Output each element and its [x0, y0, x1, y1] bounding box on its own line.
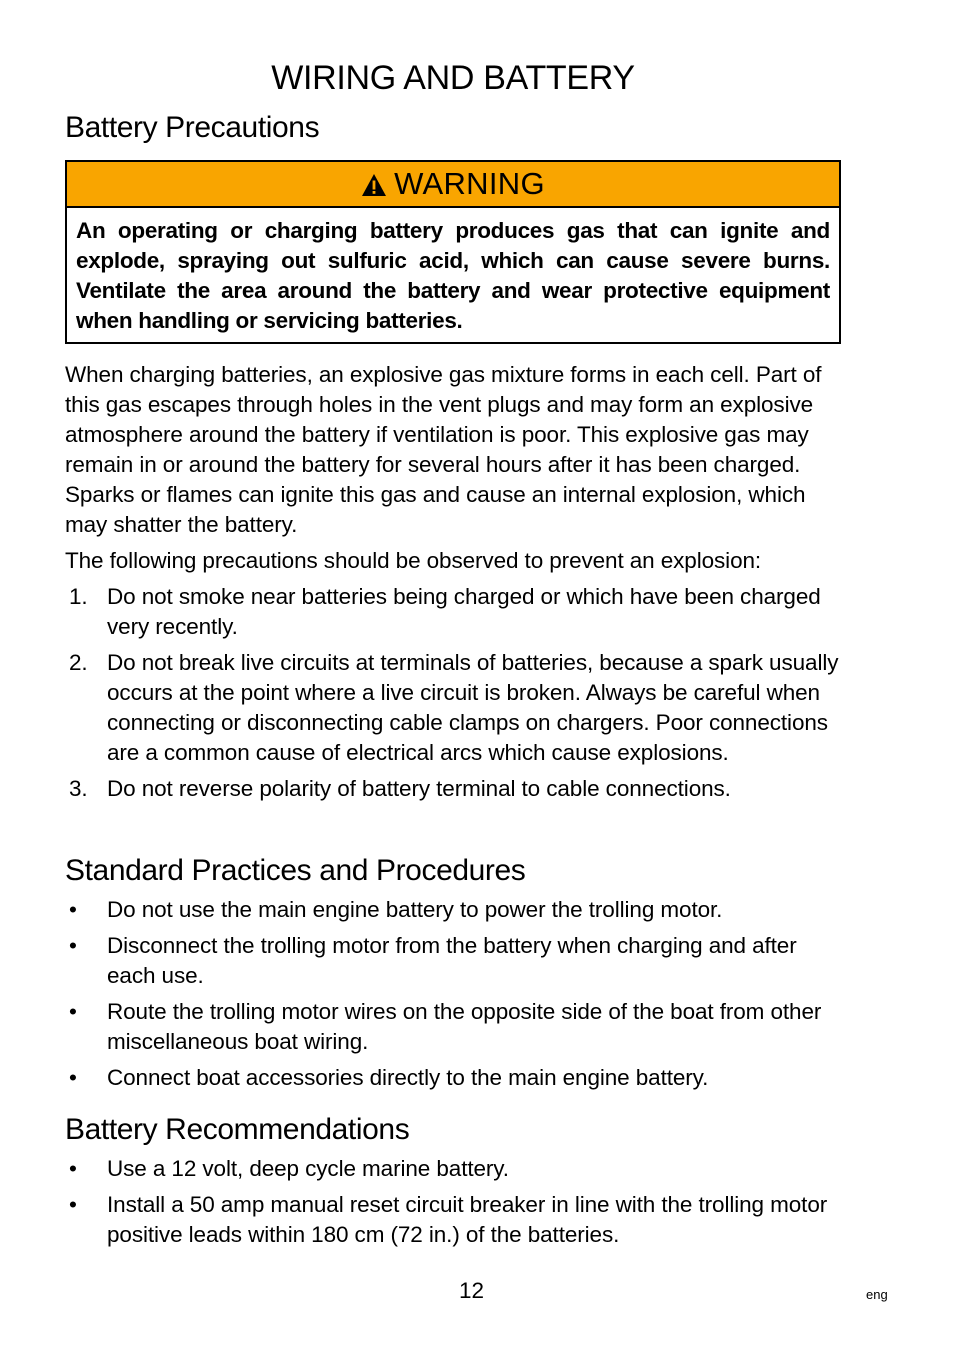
list-item: [65, 997, 845, 1057]
list-marker: 2.: [69, 650, 88, 675]
heading-standard-practices: Standard Practices and Procedures: [65, 854, 526, 887]
warning-header: [67, 162, 839, 208]
list-item-text: Connect boat accessories directly to the main engine battery.: [107, 1065, 709, 1090]
list-item-text: Do not use the main engine battery to power the trolling motor.: [107, 897, 723, 922]
bullet-marker: •: [69, 897, 77, 922]
warning-triangle-icon: [361, 173, 387, 197]
list-item: [65, 895, 845, 925]
bullet-marker: •: [69, 1156, 77, 1181]
list-item-text: Disconnect the trolling motor from the battery when charging and after each use.: [107, 933, 797, 988]
warning-box: [65, 160, 841, 344]
list-item-text: Do not reverse polarity of battery terminal to cable connections.: [107, 776, 731, 801]
bullet-marker: •: [69, 999, 77, 1024]
list-marker: 1.: [69, 584, 88, 609]
list-item: [65, 1063, 845, 1093]
precautions-list: [65, 582, 845, 810]
list-item-text: Install a 50 amp manual reset circuit breaker in line with the trolling motor positive leads within 180 cm (72 in.) of the batteries.: [107, 1192, 828, 1247]
list-item: [65, 774, 845, 804]
list-item: [65, 1190, 845, 1250]
list-item-text: Do not smoke near batteries being charged or which have been charged very recently.: [107, 584, 821, 639]
precautions-lead: The following precautions should be observed to prevent an explosion:: [65, 548, 762, 573]
list-item-text: Use a 12 volt, deep cycle marine battery.: [107, 1156, 509, 1181]
list-item: [65, 931, 845, 991]
bullet-marker: •: [69, 933, 77, 958]
language-code: eng: [866, 1287, 888, 1302]
list-item-text: Do not break live circuits at terminals of batteries, because a spark usually occurs at the point where a live circuit is broken. Always be careful when connecting or disconnecting cable clamps on chargers. Poor connections are a common cause of electrical arcs which cause explosions.: [107, 650, 839, 765]
warning-text: An operating or charging battery produces gas that can ignite and explode, spraying out sulfuric acid, which can cause severe burns. Ventilate the area around the battery and wear protective equipment when handling or servicing batteries.: [76, 218, 830, 333]
bullet-marker: •: [69, 1192, 77, 1217]
page-number: 12: [459, 1278, 485, 1303]
page-title: WIRING AND BATTERY: [271, 59, 635, 97]
list-item-text: Route the trolling motor wires on the opposite side of the boat from other miscellaneous boat wiring.: [107, 999, 822, 1054]
recommendations-list: [65, 1154, 845, 1256]
heading-battery-precautions: Battery Precautions: [65, 111, 320, 144]
heading-battery-recommendations: Battery Recommendations: [65, 1113, 410, 1146]
practices-list: [65, 895, 845, 1099]
list-item: [65, 1154, 845, 1184]
list-item: [65, 648, 845, 768]
list-item: [65, 582, 845, 642]
warning-label: WARNING: [394, 166, 545, 201]
bullet-marker: •: [69, 1065, 77, 1090]
intro-paragraph: When charging batteries, an explosive gas mixture forms in each cell. Part of this gas escapes through holes in the vent plugs and may form an explosive atmosphere around the battery if ventilation is poor. This explosive gas may remain in or around the battery for several hours after it has been charged. Sparks or flames can ignite this gas and cause an internal explosion, which may shatter the battery.: [65, 362, 822, 537]
list-marker: 3.: [69, 776, 88, 801]
